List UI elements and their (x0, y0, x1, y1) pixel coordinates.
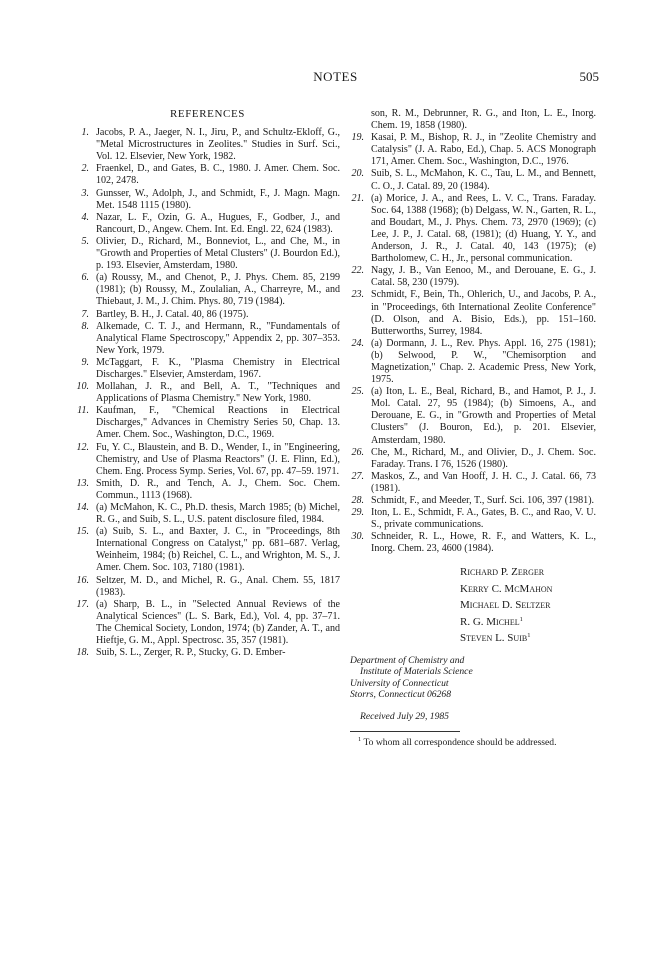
reference-number: 27. (351, 470, 364, 482)
reference-item (75, 526, 340, 574)
reference-text: Mollahan, J. R., and Bell, A. T., "Techniques and Applications of Plasma Chemistry." New York, 1980. (96, 381, 340, 405)
reference-list-left (75, 127, 340, 659)
reference-number: 26. (351, 446, 364, 458)
affiliation (350, 655, 596, 701)
reference-text: Nazar, L. F., Ozin, G. A., Hugues, F., Godber, J., and Rancourt, D., Angew. Chem. Int. Ed. Engl. 22, 624 (1983). (96, 211, 340, 235)
reference-number: 5. (81, 235, 89, 247)
reference-item (75, 321, 340, 357)
author-name (460, 564, 596, 580)
reference-text: Fraenkel, D., and Gates, B. C., 1980. J. Amer. Chem. Soc. 102, 2478. (96, 163, 340, 187)
reference-number: 23. (351, 289, 364, 301)
reference-text: (a) Morice, J. A., and Rees, L. V. C., Trans. Faraday. Soc. 64, 1388 (1968); (b) Delgass, W. N., Garten, R. L., and Boudart, M., J. Phys. Chem. 73, 2970 (1969); (c) Lee, J. P., J. Catal. 68, (1981); (d) Huang, Y. Y., and Anderson, J. R., J. Catal. 40, 143 (1975); (e) Bartholomew, C. H., Jr., personal communication. (371, 192, 596, 265)
left-column (75, 108, 340, 659)
reference-number: 4. (81, 211, 89, 223)
author-name (460, 597, 596, 613)
footnote-mark: 1 (358, 735, 362, 743)
running-head (0, 69, 671, 85)
reference-item (75, 309, 340, 321)
reference-number: 11. (77, 405, 89, 417)
reference-text: (a) Suib, S. L., and Baxter, J. C., in "Proceedings, 8th International Congress on Catalyst," pp. 681–687. Verlag, Weinheim, 1984; (b) Reichel, C. L., and Wrighton, M. S., J. Amer. Chem. Soc. 103, 7180 (1981). (96, 526, 340, 574)
reference-item (350, 531, 596, 555)
right-column (350, 108, 596, 749)
reference-text: Fu, Y. C., Blaustein, and B. D., Wender, I., in "Engineering, Chemistry, and Use of Plasma Reactors" (J. E. Flinn, Ed.), Chem. Eng. Process Symp. Series, Vol. 67, pp. 47–59. 1971. (96, 441, 340, 477)
reference-text: Suib, S. L., Zerger, R. P., Stucky, G. D. Ember- (96, 647, 286, 659)
reference-text: (a) Iton, L. E., Beal, Richard, B., and Hamot, P. J., J. Mol. Catal. 27, 95 (1984); (b) Simoens, A., and Derouane, E. G., in "Growth and Properties of Metal Clusters" (J. Bouron, Ed.), p. 201. Elsevier, Amsterdam, 1980. (371, 386, 596, 446)
reference-item (75, 212, 340, 236)
reference-text: Alkemade, C. T. J., and Hermann, R., "Fundamentals of Analytical Flame Spectroscopy," Appendix 2, pp. 307–353. New York, 1979. (96, 320, 340, 356)
reference-text: Bartley, B. H., J. Catal. 40, 86 (1975). (96, 308, 249, 320)
reference-text: Smith, D. R., and Tench, A. J., Chem. Soc. Chem. Commun., 1113 (1968). (96, 477, 340, 501)
reference-text: Che, M., Richard, M., and Olivier, D., J. Chem. Soc. Faraday. Trans. I 76, 1526 (1980). (371, 446, 596, 470)
author-block (350, 564, 596, 646)
reference-item (75, 163, 340, 187)
reference-text: McTaggart, F. K., "Plasma Chemistry in Electrical Discharges." Elsevier, Amsterdam, 1967. (96, 356, 340, 380)
author-name (460, 581, 596, 597)
reference-number: 8. (81, 320, 89, 332)
reference-number: 29. (351, 507, 364, 519)
reference-item (350, 168, 596, 192)
reference-number: 14. (76, 502, 89, 513)
reference-number: 3. (81, 187, 89, 199)
author-name-text: Kerry C. McMahon (460, 582, 553, 595)
reference-number: 6. (81, 272, 89, 284)
reference-item (75, 599, 340, 647)
reference-item (350, 265, 596, 289)
reference-number: 28. (351, 495, 364, 506)
reference-number: 9. (81, 356, 89, 368)
reference-number: 13. (76, 477, 89, 489)
reference-text: Olivier, D., Richard, M., Bonneviot, L., and Che, M., in "Growth and Properties of Metal Clusters" (J. Bourdon Ed.), p. 193. Elsevier, Amsterdam, 1980. (96, 235, 340, 272)
reference-number: 24. (351, 337, 364, 349)
reference-item (75, 188, 340, 212)
reference-item (350, 471, 596, 495)
reference-number: 1. (81, 127, 89, 139)
reference-item (350, 507, 596, 531)
reference-number: 22. (351, 265, 364, 277)
reference-item (350, 132, 596, 168)
author-name-text: R. G. Michel (460, 615, 520, 628)
reference-item (75, 236, 340, 272)
author-name-text: Steven L. Suib (460, 632, 528, 645)
running-title: NOTES (313, 69, 358, 84)
reference-item (75, 357, 340, 381)
reference-continuation: son, R. M., Debrunner, R. G., and Iton, L. E., Inorg. Chem. 19, 1858 (1980). (371, 108, 596, 132)
reference-number: 30. (351, 531, 364, 543)
reference-text: (a) McMahon, K. C., Ph.D. thesis, March 1985; (b) Michel, R. G., and Suib, S. L., U.S. patent disclosure filed, 1984. (96, 502, 340, 526)
footnote-rule (350, 731, 460, 732)
author-name (460, 630, 596, 646)
references-heading: REFERENCES (169, 108, 246, 120)
reference-text: Schmidt, F., Bein, Th., Ohlerich, U., and Jacobs, P. A., in "Proceedings, 6th International Zeolite Conference" (D. Olson, and A. Bisio, Eds.), pp. 151–160. Butterworths, Surrey, 1984. (371, 289, 596, 337)
reference-number: 12. (76, 441, 89, 453)
affiliation-line: Storrs, Connecticut 06268 (350, 689, 451, 701)
reference-number: 21. (351, 192, 364, 204)
reference-item (75, 575, 340, 599)
reference-text: Suib, S. L., McMahon, K. C., Tau, L. M., and Bennett, C. O., J. Catal. 89, 20 (1984). (371, 168, 596, 192)
footnote (350, 737, 596, 749)
reference-item (75, 127, 340, 163)
reference-number: 20. (351, 168, 364, 180)
reference-text: (a) Sharp, B. L., in "Selected Annual Reviews of the Analytical Sciences" (L. S. Bark, Ed.), Vol. 4, pp. 37–71. The Chemical Society, London, 1974; (b) Zander, A. T., and Hieftje, G. M., Appl. Spectrosc. 35, 357 (1981). (96, 598, 340, 647)
reference-item (350, 338, 596, 386)
author-name-text: Michael D. Seltzer (460, 599, 551, 612)
received-date: Received July 29, 1985 (360, 710, 449, 722)
reference-number: 17. (76, 598, 89, 610)
reference-item (75, 502, 340, 526)
reference-item (75, 272, 340, 308)
reference-item (75, 405, 340, 441)
reference-text: Kaufman, F., "Chemical Reactions in Electrical Discharges," Advances in Chemistry Series 50, Chap. 13. Amer. Chem. Soc., Washington, D.C., 1969. (96, 405, 340, 441)
reference-text: Schmidt, F., and Meeder, T., Surf. Sci. 106, 397 (1981). (371, 495, 595, 506)
reference-item (350, 495, 596, 507)
author-name-text: Richard P. Zerger (460, 566, 545, 579)
reference-item (350, 386, 596, 446)
reference-text: (a) Roussy, M., and Chenot, P., J. Phys. Chem. 85, 2199 (1981); (b) Roussy, M., Zoulalian, A., Charreyre, M., and Thiebaut, J. M., J. Chim. Phys. 80, 719 (1984). (96, 272, 340, 308)
reference-text: Jacobs, P. A., Jaeger, N. I., Jiru, P., and Schultz-Ekloff, G., "Metal Microstructures in Zeolites." Studies in Surf. Sci., Vol. 12. Elsevier, New York, 1982. (96, 127, 340, 163)
author-footnote-mark: 1 (527, 632, 531, 640)
reference-item (350, 447, 596, 471)
reference-text: Schneider, R. L., Howe, R. F., and Watters, K. L., Inorg. Chem. 23, 4600 (1984). (371, 531, 596, 555)
reference-number: 15. (76, 526, 89, 538)
reference-item (75, 381, 340, 405)
footnote-text: To whom all correspondence should be addressed. (363, 736, 557, 748)
reference-item (350, 289, 596, 337)
reference-number: 7. (81, 308, 89, 320)
reference-number: 16. (76, 574, 89, 586)
page-number: 505 (579, 69, 599, 84)
reference-text: Maskos, Z., and Van Hooff, J. H. C., J. Catal. 66, 73 (1981). (371, 470, 596, 494)
reference-number: 19. (351, 132, 364, 144)
reference-text: Gunsser, W., Adolph, J., and Schmidt, F., J. Magn. Magn. Met. 1548 1115 (1980). (96, 187, 340, 211)
reference-number: 2. (81, 163, 89, 175)
reference-list-right (350, 132, 596, 555)
reference-text: Kasai, P. M., Bishop, R. J., in "Zeolite Chemistry and Catalysis" (J. A. Rabo, Ed.), Chap. 5. ACS Monograph 171, Amer. Chem. Soc., Washington, D.C., 1976. (371, 132, 596, 168)
reference-item (75, 478, 340, 502)
reference-text: (a) Dormann, J. L., Rev. Phys. Appl. 16, 275 (1981); (b) Selwood, P. W., "Chemisorption and Magnetization," Chap. 2. Academic Press, New York, 1975. (371, 337, 596, 386)
affiliation-line: Department of Chemistry and (350, 654, 465, 666)
author-footnote-mark: 1 (519, 615, 523, 623)
reference-number: 25. (351, 386, 364, 398)
reference-text: Nagy, J. B., Van Eenoo, M., and Derouane, E. G., J. Catal. 58, 230 (1979). (371, 265, 596, 289)
reference-text: Seltzer, M. D., and Michel, R. G., Anal. Chem. 55, 1817 (1983). (96, 574, 340, 598)
author-name (460, 614, 596, 630)
reference-number: 18. (76, 647, 89, 659)
reference-number: 10. (76, 381, 89, 393)
affiliation-line: Institute of Materials Science (360, 666, 473, 678)
affiliation-line: University of Connecticut (350, 677, 449, 689)
reference-item (75, 442, 340, 478)
reference-text: Iton, L. E., Schmidt, F. A., Gates, B. C., and Rao, V. U. S., private communications. (371, 507, 596, 531)
reference-item (75, 647, 340, 659)
reference-item (350, 193, 596, 266)
